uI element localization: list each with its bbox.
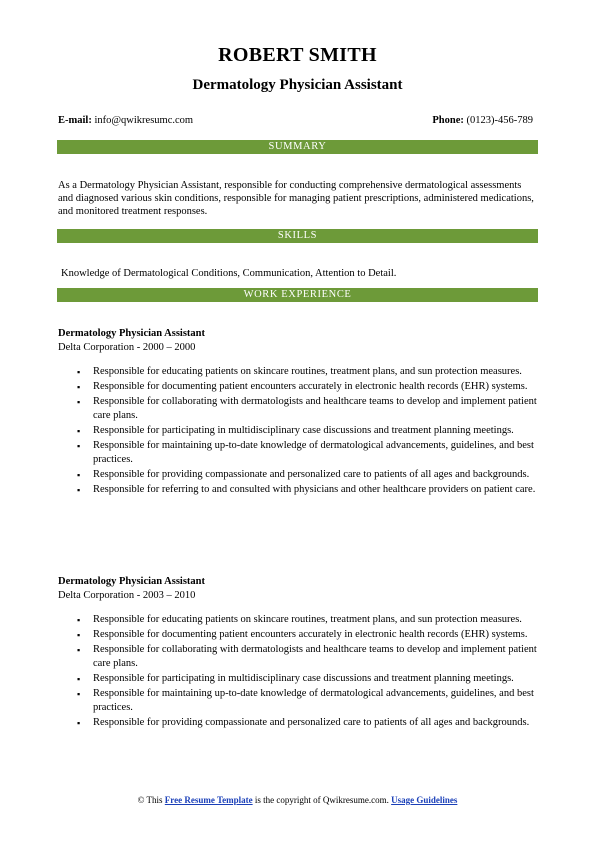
bullet-icon: ▪ (77, 645, 81, 655)
bullet-icon: ▪ (77, 485, 81, 495)
skills-heading: SKILLS (57, 229, 538, 243)
bullet-icon: ▪ (77, 689, 81, 699)
bullet-icon: ▪ (77, 367, 81, 377)
footer-middle: is the copyright of Qwikresume.com. (254, 795, 389, 805)
job-entry (58, 327, 538, 498)
duty-list (58, 613, 538, 730)
duty-item: ▪ Responsible for educating patients on skincare routines, treatment plans, and sun protection measures. (77, 366, 522, 377)
usage-guidelines-link[interactable]: Usage Guidelines (391, 795, 458, 805)
phone-contact (432, 115, 533, 126)
duty-item: ▪ Responsible for maintaining up-to-date knowledge of dermatological advancements, guidelines, and best practices. (77, 440, 534, 465)
footer-prefix: © This (137, 795, 163, 805)
free-resume-template-link[interactable]: Free Resume Template (164, 795, 253, 805)
candidate-name: ROBERT SMITH (218, 44, 377, 66)
job-title: Dermatology Physician Assistant (58, 328, 205, 339)
job-entry (58, 575, 538, 731)
skills-text: Knowledge of Dermatological Conditions, Communication, Attention to Detail. (61, 268, 397, 279)
phone-value: (0123)-456-789 (466, 115, 533, 126)
duty-item: ▪ Responsible for participating in multidisciplinary case discussions and treatment planning meetings. (77, 673, 514, 684)
email-label: E-mail: (58, 115, 92, 126)
bullet-icon: ▪ (77, 674, 81, 684)
duty-item: ▪ Responsible for collaborating with dermatologists and healthcare teams to develop and implement patient care plans. (77, 644, 537, 669)
duty-item: ▪ Responsible for educating patients on skincare routines, treatment plans, and sun protection measures. (77, 614, 522, 625)
candidate-title: Dermatology Physician Assistant (192, 77, 403, 93)
bullet-icon: ▪ (77, 630, 81, 640)
summary-text: As a Dermatology Physician Assistant, responsible for conducting comprehensive dermatological assessments and diagnosed various skin conditions, responsible for managing patient prescriptions, administered medications, and monitored treatment responses. (58, 180, 534, 217)
duty-item: ▪ Responsible for referring to and consulted with physicians and other healthcare providers on patient care. (77, 484, 536, 495)
phone-label: Phone: (432, 115, 464, 126)
duty-item: ▪ Responsible for maintaining up-to-date knowledge of dermatological advancements, guidelines, and best practices. (77, 688, 534, 713)
duty-item: ▪ Responsible for documenting patient encounters accurately in electronic health records (EHR) systems. (77, 629, 528, 640)
email-contact (58, 115, 193, 126)
bullet-icon: ▪ (77, 426, 81, 436)
duty-list (58, 365, 538, 497)
bullet-icon: ▪ (77, 441, 81, 451)
bullet-icon: ▪ (77, 615, 81, 625)
bullet-icon: ▪ (77, 382, 81, 392)
footer (0, 795, 595, 805)
job-meta: Delta Corporation - 2000 – 2000 (58, 342, 196, 353)
job-title: Dermatology Physician Assistant (58, 576, 205, 587)
bullet-icon: ▪ (77, 718, 81, 728)
duty-item: ▪ Responsible for providing compassionate and personalized care to patients of all ages and backgrounds. (77, 717, 530, 728)
duty-item: ▪ Responsible for collaborating with dermatologists and healthcare teams to develop and implement patient care plans. (77, 396, 537, 421)
summary-heading: SUMMARY (57, 140, 538, 154)
email-value: info@qwikresumc.com (94, 115, 194, 126)
duty-item: ▪ Responsible for participating in multidisciplinary case discussions and treatment planning meetings. (77, 425, 514, 436)
duty-item: ▪ Responsible for documenting patient encounters accurately in electronic health records (EHR) systems. (77, 381, 528, 392)
job-meta: Delta Corporation - 2003 – 2010 (58, 590, 196, 601)
duty-item: ▪ Responsible for providing compassionate and personalized care to patients of all ages and backgrounds. (77, 469, 530, 480)
experience-heading: WORK EXPERIENCE (57, 288, 538, 302)
bullet-icon: ▪ (77, 470, 81, 480)
bullet-icon: ▪ (77, 397, 81, 407)
